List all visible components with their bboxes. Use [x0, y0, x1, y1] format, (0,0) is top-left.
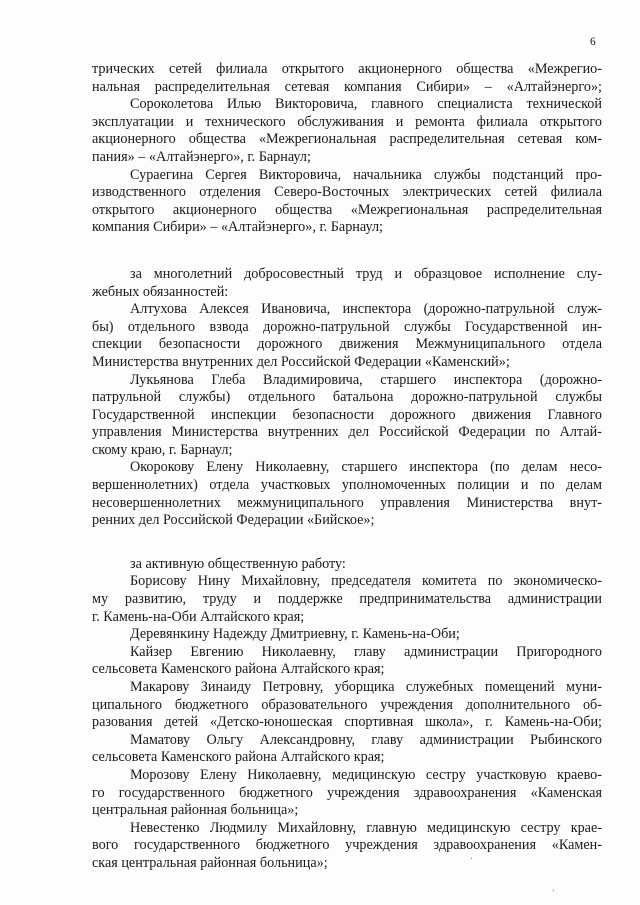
text-line: эксплуатации и технического обслуживания и ремонта филиала открытого — [92, 113, 602, 130]
text-line: скому краю, г. Барнаул; — [92, 441, 233, 458]
award-list-utilities — [92, 61, 602, 237]
text-line: открытого акционерного общества «Межрегиональная распределительная — [92, 201, 602, 218]
text-line: центральная районная больница»; — [92, 802, 299, 819]
text-line: трических сетей филиала открытого акционерного общества «Межрегио- — [92, 61, 602, 77]
text-line: Алтухова Алексея Ивановича, инспектора (дорожно-патрульной служ- — [130, 301, 602, 318]
text-line: Морозову Елену Николаевну, медицинскую сестру участковую краево- — [130, 766, 602, 783]
text-line: бы) отдельного взвода дорожно-патрульной службы Государственной ин- — [92, 318, 602, 335]
text-line: Министерства внутренних дел Российской Федерации «Каменский»; — [92, 353, 510, 370]
text-line: Сороколетова Илью Викторовича, главного специалиста технической — [130, 96, 602, 113]
award-list-service — [92, 266, 602, 530]
text-line: сельсовета Каменского района Алтайского края; — [92, 661, 385, 678]
section-spacer — [92, 530, 602, 556]
text-line: Государственной инспекции безопасности дорожного движения Главного — [92, 406, 602, 423]
text-line: вого государственного бюджетного учреждения здравоохранения «Камен- — [92, 837, 602, 854]
text-line: Невестенко Людмилу Михайловну, главную медицинскую сестру крае- — [130, 819, 602, 836]
text-line: сельсовета Каменского района Алтайского края; — [92, 749, 385, 766]
text-line: Лукьянова Глеба Владимировича, старшего инспектора (дорожно- — [130, 371, 602, 388]
text-line: ская центральная районная больница»; — [92, 854, 328, 871]
text-line: Кайзер Евгению Николаевну, главу администрации Пригородного — [130, 643, 602, 660]
text-line: го государственного бюджетного учреждения здравоохранения «Каменская — [92, 784, 602, 801]
section-spacer — [92, 237, 602, 266]
section-heading-line: за многолетний добросовестный труд и образцовое исполнение слу- — [130, 265, 602, 282]
text-line: ренних дел Российской Федерации «Бийское»; — [92, 512, 375, 529]
text-line: изводственного отделения Северо-Восточных электрических сетей филиала — [92, 184, 602, 201]
text-line: пания» – «Алтайэнерго», г. Барнаул; — [92, 148, 311, 165]
text-line: ципального бюджетного образовательного учреждения дополнительного об- — [92, 696, 602, 713]
page-number: 6 — [590, 36, 596, 48]
text-line: несовершеннолетних межмуниципального управления Министерства внут- — [92, 494, 602, 511]
text-line: акционерного общества «Межрегиональная распределительная сетевая ком- — [92, 131, 602, 148]
text-line: компания Сибири» – «Алтайэнерго», г. Барнаул; — [92, 219, 383, 236]
text-line: разования детей «Детско-юношеская спортивная школа», г. Камень-на-Оби; — [92, 714, 602, 731]
award-list-public-work — [92, 556, 602, 873]
scan-speck — [471, 858, 472, 859]
section-heading-line: за активную общественную работу: — [130, 555, 346, 572]
text-line: нальная распределительная сетевая компания Сибири» – «Алтайэнерго»; — [92, 78, 602, 95]
text-line: Макарову Зинаиду Петровну, уборщика служебных помещений муни- — [130, 679, 602, 695]
scan-speck — [553, 890, 554, 891]
text-line: му развитию, труду и поддержке предпринимательства администрации — [92, 591, 602, 608]
text-line: Окорокову Елену Николаевну, старшего инспектора (по делам несо- — [130, 459, 602, 476]
text-line: Борисову Нину Михайловну, председателя комитета по экономическо- — [130, 573, 602, 590]
text-line: вершеннолетних) отдела участковых уполномоченных полиции и по делам — [92, 477, 602, 494]
text-line: спекции безопасности дорожного движения Межмуниципального отдела — [92, 336, 602, 353]
text-line: Сураегина Сергея Викторовича, начальника службы подстанций про- — [130, 166, 602, 183]
text-line: патрульной службы) отдельного батальона дорожно-патрульной службы — [92, 389, 602, 406]
text-line: Деревянкину Надежду Дмитриевну, г. Камень-на-Оби; — [130, 626, 460, 643]
document-body — [92, 61, 602, 873]
text-line: г. Камень-на-Оби Алтайского края; — [92, 608, 305, 625]
text-line: Маматову Ольгу Александровну, главу администрации Рыбинского — [130, 731, 602, 748]
section-heading-line: жебных обязанностей: — [92, 283, 229, 300]
text-line: управления Министерства внутренних дел Российской Федерации по Алтай- — [92, 424, 602, 441]
